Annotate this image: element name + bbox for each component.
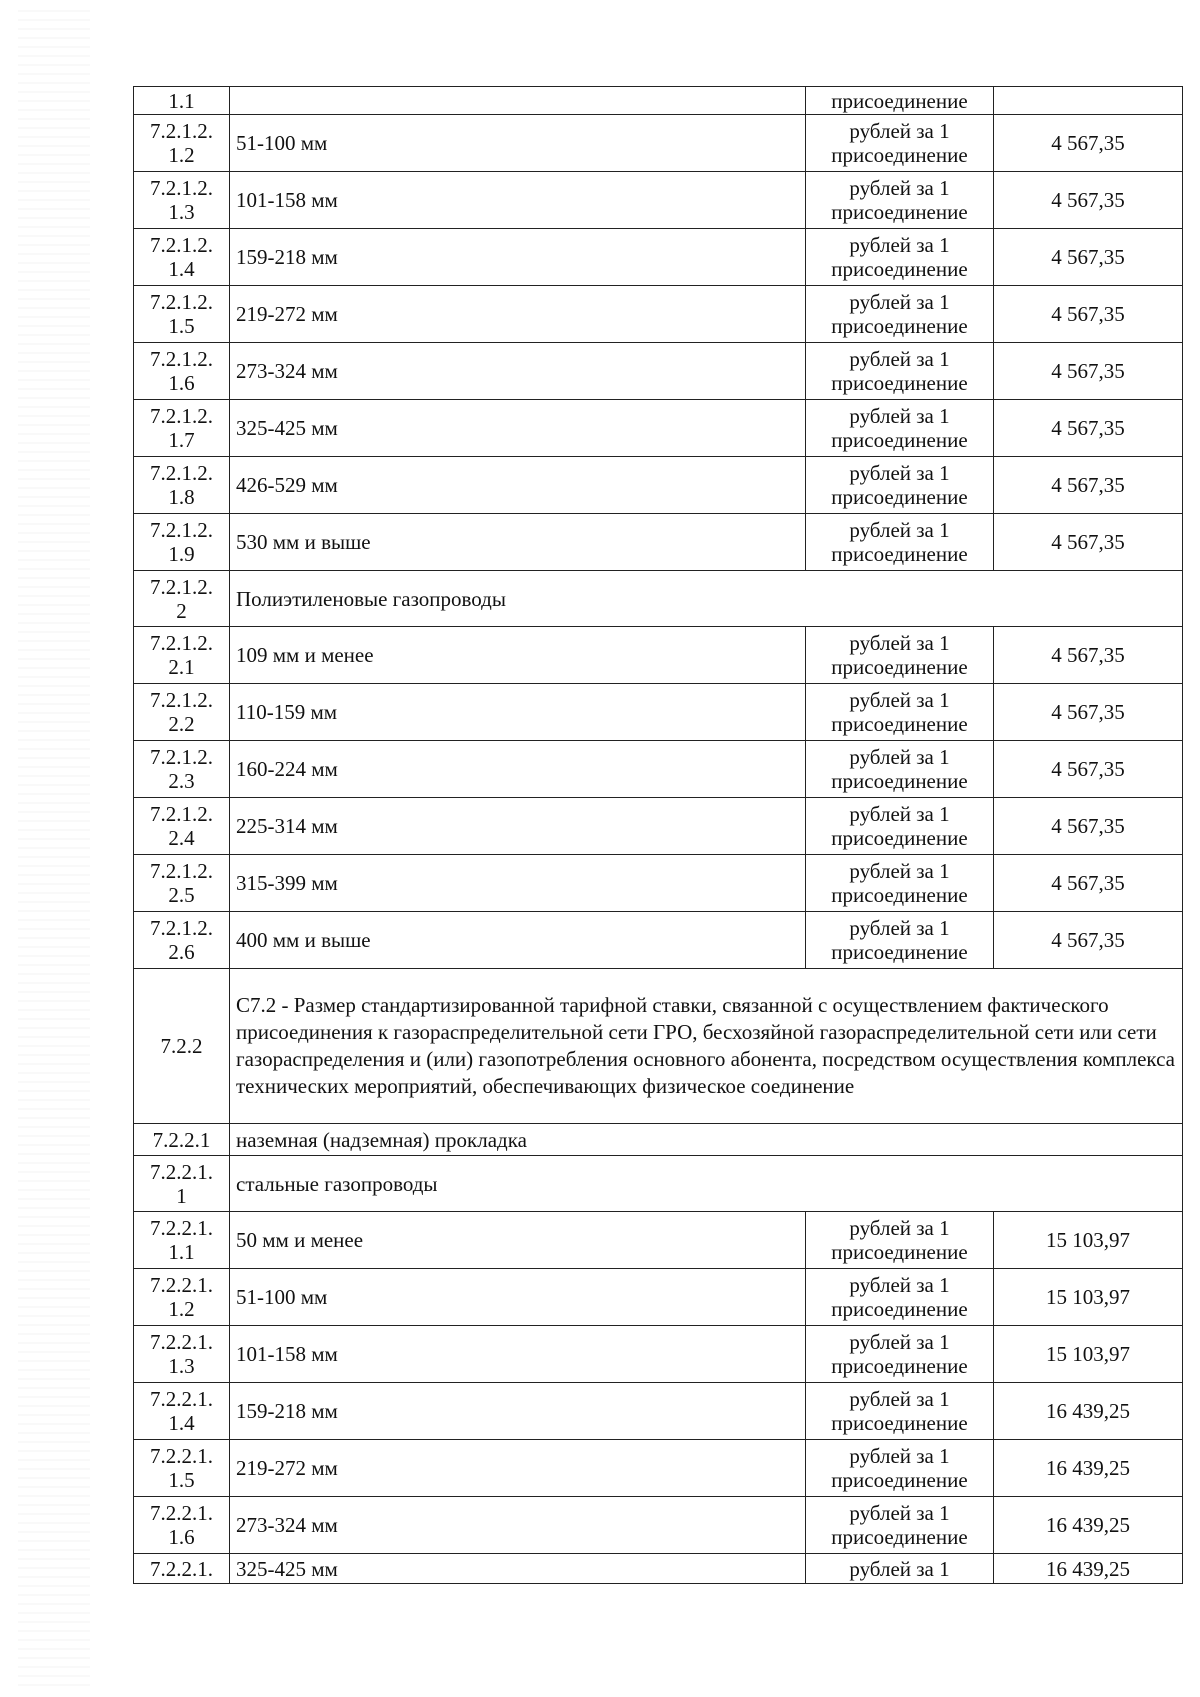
section-description: С7.2 - Размер стандартизированной тарифной ставки, связанной с осуществлением фактического присоединения к газораспределительной сети ГРО, бесхозяйной газораспределительной сети или сети газораспределения и (или) газопотребления основного абонента, посредством осуществления комплекса технических мероприятий, обеспечивающих физическое соединение: [230, 969, 1183, 1124]
table-row: [134, 115, 1183, 172]
row-unit: рублей за 1 присоединение: [806, 1497, 994, 1554]
table-row: [134, 1326, 1183, 1383]
table-row: [134, 514, 1183, 571]
table-row: [134, 1212, 1183, 1269]
row-value: 4 567,35: [994, 457, 1183, 514]
table-row: [134, 969, 1183, 1124]
row-unit: рублей за 1 присоединение: [806, 172, 994, 229]
row-value: 16 439,25: [994, 1383, 1183, 1440]
table-row: [134, 627, 1183, 684]
section-title: наземная (надземная) прокладка: [230, 1124, 1183, 1156]
row-number: 7.2.1.2. 1.3: [134, 172, 230, 229]
tariff-table: [133, 86, 1183, 1584]
row-value: 4 567,35: [994, 115, 1183, 172]
scan-margin-noise: [18, 10, 90, 1690]
row-description: 530 мм и выше: [230, 514, 806, 571]
table-row: [134, 1383, 1183, 1440]
row-description: 110-159 мм: [230, 684, 806, 741]
row-unit: рублей за 1 присоединение: [806, 741, 994, 798]
row-description: 51-100 мм: [230, 115, 806, 172]
row-number: 7.2.1.2. 1.4: [134, 229, 230, 286]
row-value: 15 103,97: [994, 1212, 1183, 1269]
row-description: 219-272 мм: [230, 286, 806, 343]
row-number: 7.2.2.1. 1.4: [134, 1383, 230, 1440]
row-value: 4 567,35: [994, 400, 1183, 457]
row-value: 16 439,25: [994, 1497, 1183, 1554]
row-number: 7.2.2.1. 1.6: [134, 1497, 230, 1554]
row-description: 159-218 мм: [230, 229, 806, 286]
table-row: [134, 286, 1183, 343]
row-description: 315-399 мм: [230, 855, 806, 912]
row-value: [994, 87, 1183, 115]
row-description: 225-314 мм: [230, 798, 806, 855]
row-description: 273-324 мм: [230, 343, 806, 400]
row-value: 4 567,35: [994, 514, 1183, 571]
row-number: 7.2.1.2. 1.5: [134, 286, 230, 343]
row-number: 7.2.2.1. 1.5: [134, 1440, 230, 1497]
table-row: [134, 1124, 1183, 1156]
row-unit: рублей за 1 присоединение: [806, 1440, 994, 1497]
row-unit: рублей за 1 присоединение: [806, 627, 994, 684]
row-number: 7.2.2.1. 1: [134, 1156, 230, 1212]
row-number: 7.2.1.2. 2.1: [134, 627, 230, 684]
table-row: [134, 400, 1183, 457]
row-unit: рублей за 1 присоединение: [806, 855, 994, 912]
row-number: 7.2.1.2. 1.6: [134, 343, 230, 400]
row-unit: рублей за 1 присоединение: [806, 514, 994, 571]
row-description: 51-100 мм: [230, 1269, 806, 1326]
row-number: 7.2.1.2. 2: [134, 571, 230, 627]
row-value: 4 567,35: [994, 855, 1183, 912]
row-number: 7.2.1.2. 2.6: [134, 912, 230, 969]
section-title: стальные газопроводы: [230, 1156, 1183, 1212]
row-number: 7.2.2.1.: [134, 1554, 230, 1584]
table-row: [134, 172, 1183, 229]
row-description: 159-218 мм: [230, 1383, 806, 1440]
row-value: 4 567,35: [994, 343, 1183, 400]
row-unit: рублей за 1 присоединение: [806, 1269, 994, 1326]
table-row: [134, 571, 1183, 627]
table-row: [134, 1156, 1183, 1212]
row-unit: рублей за 1 присоединение: [806, 912, 994, 969]
row-number: 7.2.1.2. 2.3: [134, 741, 230, 798]
table-row: [134, 343, 1183, 400]
row-value: 4 567,35: [994, 741, 1183, 798]
row-value: 4 567,35: [994, 172, 1183, 229]
row-number: 7.2.2: [134, 969, 230, 1124]
row-unit: рублей за 1 присоединение: [806, 343, 994, 400]
row-value: 4 567,35: [994, 684, 1183, 741]
row-number: 7.2.1.2. 2.2: [134, 684, 230, 741]
row-unit: присоединение: [806, 87, 994, 115]
row-value: 4 567,35: [994, 798, 1183, 855]
row-number: 7.2.1.2. 1.8: [134, 457, 230, 514]
row-description: [230, 87, 806, 115]
row-value: 15 103,97: [994, 1269, 1183, 1326]
table-row: [134, 1440, 1183, 1497]
row-number: 7.2.1.2. 1.2: [134, 115, 230, 172]
row-value: 4 567,35: [994, 627, 1183, 684]
row-number: 7.2.1.2. 1.9: [134, 514, 230, 571]
row-unit: рублей за 1 присоединение: [806, 1326, 994, 1383]
table-row: [134, 1497, 1183, 1554]
row-number: 7.2.2.1. 1.3: [134, 1326, 230, 1383]
row-number: 7.2.1.2. 1.7: [134, 400, 230, 457]
row-value: 4 567,35: [994, 286, 1183, 343]
row-value: 16 439,25: [994, 1554, 1183, 1584]
row-unit: рублей за 1 присоединение: [806, 229, 994, 286]
row-unit: рублей за 1 присоединение: [806, 798, 994, 855]
tariff-table-body: [134, 87, 1183, 1584]
table-row: [134, 855, 1183, 912]
row-description: 109 мм и менее: [230, 627, 806, 684]
section-title: Полиэтиленовые газопроводы: [230, 571, 1183, 627]
row-description: 426-529 мм: [230, 457, 806, 514]
row-number: 7.2.1.2. 2.4: [134, 798, 230, 855]
table-row: [134, 912, 1183, 969]
table-row: [134, 798, 1183, 855]
row-value: 4 567,35: [994, 912, 1183, 969]
table-row: [134, 87, 1183, 115]
row-unit: рублей за 1: [806, 1554, 994, 1584]
row-value: 4 567,35: [994, 229, 1183, 286]
row-unit: рублей за 1 присоединение: [806, 1383, 994, 1440]
row-number: 7.2.2.1: [134, 1124, 230, 1156]
row-number: 7.2.2.1. 1.2: [134, 1269, 230, 1326]
row-description: 160-224 мм: [230, 741, 806, 798]
table-row: [134, 229, 1183, 286]
row-description: 101-158 мм: [230, 1326, 806, 1383]
row-description: 50 мм и менее: [230, 1212, 806, 1269]
row-unit: рублей за 1 присоединение: [806, 115, 994, 172]
row-unit: рублей за 1 присоединение: [806, 1212, 994, 1269]
row-unit: рублей за 1 присоединение: [806, 400, 994, 457]
row-description: 325-425 мм: [230, 1554, 806, 1584]
row-unit: рублей за 1 присоединение: [806, 286, 994, 343]
row-description: 219-272 мм: [230, 1440, 806, 1497]
row-number: 7.2.1.2. 2.5: [134, 855, 230, 912]
row-value: 15 103,97: [994, 1326, 1183, 1383]
row-number: 7.2.2.1. 1.1: [134, 1212, 230, 1269]
table-row: [134, 741, 1183, 798]
row-unit: рублей за 1 присоединение: [806, 457, 994, 514]
row-number: 1.1: [134, 87, 230, 115]
row-description: 400 мм и выше: [230, 912, 806, 969]
row-value: 16 439,25: [994, 1440, 1183, 1497]
table-row: [134, 1554, 1183, 1584]
table-row: [134, 457, 1183, 514]
row-description: 101-158 мм: [230, 172, 806, 229]
row-description: 273-324 мм: [230, 1497, 806, 1554]
row-description: 325-425 мм: [230, 400, 806, 457]
table-row: [134, 1269, 1183, 1326]
table-row: [134, 684, 1183, 741]
row-unit: рублей за 1 присоединение: [806, 684, 994, 741]
